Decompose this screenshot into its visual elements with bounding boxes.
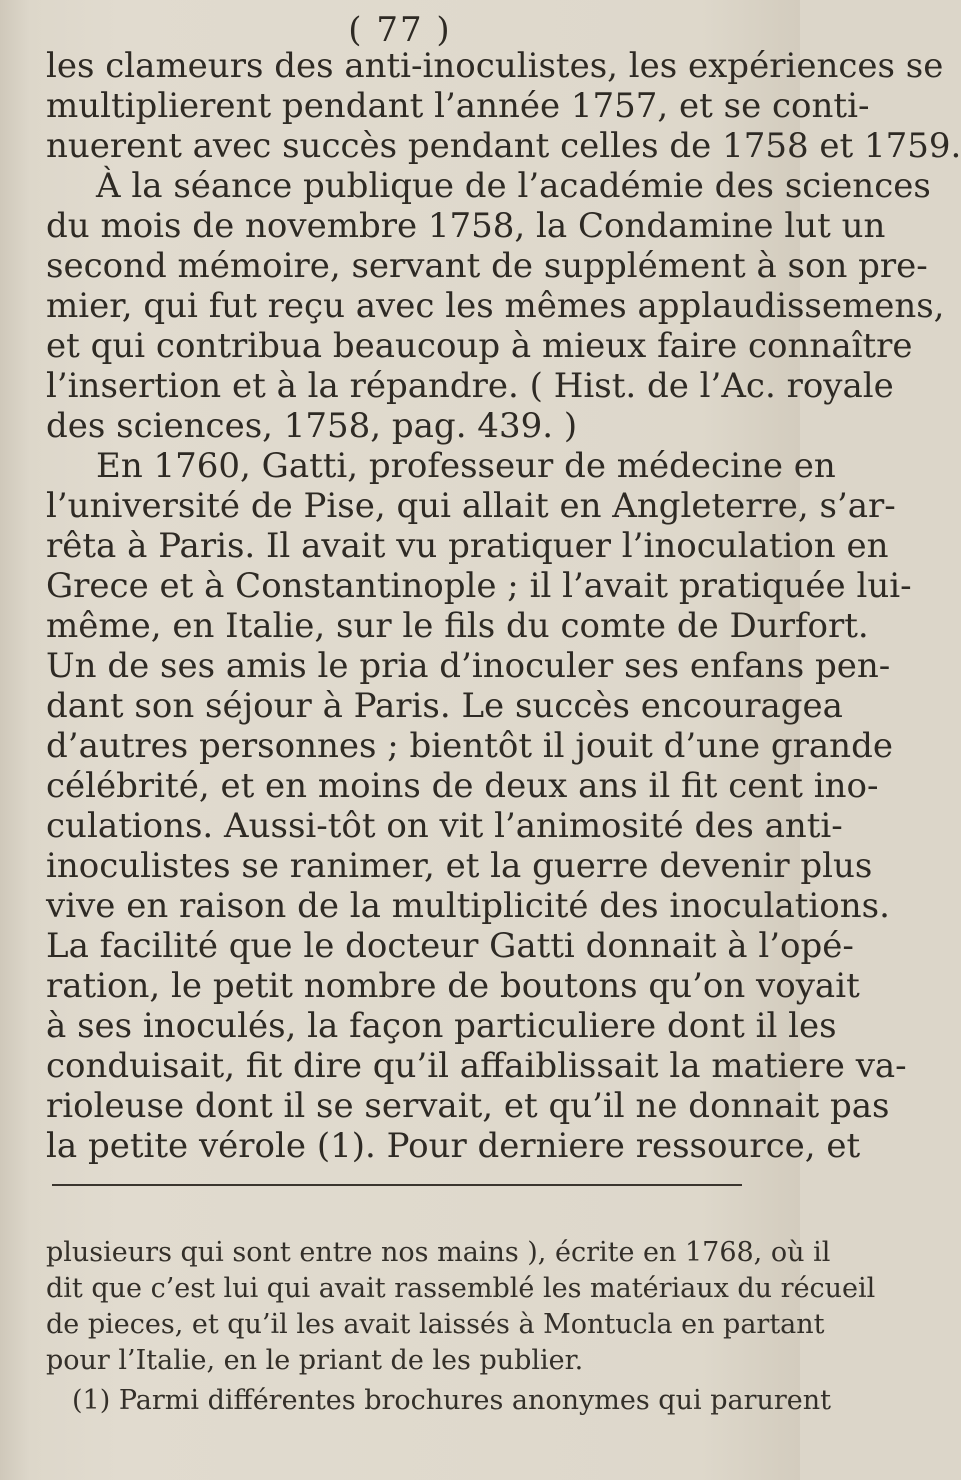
body-line: second mémoire, servant de supplément à son pre- xyxy=(46,246,928,286)
body-line: À la séance publique de l’académie des sciences xyxy=(96,166,931,206)
body-line: ration, le petit nombre de boutons qu’on voyait xyxy=(46,966,860,1006)
body-line: rioleuse dont il se servait, et qu’il ne donnait pas xyxy=(46,1086,890,1126)
body-line: Grece et à Constantinople ; il l’avait pratiquée lui- xyxy=(46,566,912,606)
footnote-line: pour l’Italie, en le priant de les publier. xyxy=(46,1345,584,1376)
body-line: vive en raison de la multiplicité des inoculations. xyxy=(46,886,890,926)
footnote-line: de pieces, et qu’il les avait laissés à Montucla en partant xyxy=(46,1309,825,1340)
body-line: La facilité que le docteur Gatti donnait à l’opé- xyxy=(46,926,854,966)
footnote-line: (1) Parmi différentes brochures anonymes qui parurent xyxy=(72,1385,831,1416)
body-line: la petite vérole (1). Pour derniere ressource, et xyxy=(46,1126,861,1166)
body-line: nuerent avec succès pendant celles de 1758 et 1759. xyxy=(46,126,961,166)
body-line: inoculistes se ranimer, et la guerre devenir plus xyxy=(46,846,873,886)
body-line: célébrité, et en moins de deux ans il fit cent ino- xyxy=(46,766,879,806)
body-line: dant son séjour à Paris. Le succès encouragea xyxy=(46,686,843,726)
footnote-line: dit que c’est lui qui avait rassemblé les matériaux du récueil xyxy=(46,1273,876,1304)
body-line: Un de ses amis le pria d’inoculer ses enfans pen- xyxy=(46,646,891,686)
body-line: du mois de novembre 1758, la Condamine lut un xyxy=(46,206,886,246)
body-line: conduisait, fit dire qu’il affaiblissait la matiere va- xyxy=(46,1046,907,1086)
body-line: rêta à Paris. Il avait vu pratiquer l’inoculation en xyxy=(46,526,889,566)
body-line: d’autres personnes ; bientôt il jouit d’une grande xyxy=(46,726,893,766)
body-line: multiplierent pendant l’année 1757, et se conti- xyxy=(46,86,870,126)
body-line: En 1760, Gatti, professeur de médecine en xyxy=(96,446,836,486)
footnote-line: plusieurs qui sont entre nos mains ), écrite en 1768, où il xyxy=(46,1237,831,1268)
body-line: même, en Italie, sur le fils du comte de Durfort. xyxy=(46,606,869,646)
body-line: et qui contribua beaucoup à mieux faire connaître xyxy=(46,326,913,366)
footnote-separator-rule xyxy=(52,1184,742,1186)
body-line: des sciences, 1758, pag. 439. ) xyxy=(46,406,578,446)
body-line: culations. Aussi-tôt on vit l’animosité des anti- xyxy=(46,806,843,846)
body-line: les clameurs des anti-inoculistes, les expériences se xyxy=(46,46,944,86)
body-line: à ses inoculés, la façon particuliere dont il les xyxy=(46,1006,837,1046)
body-line: mier, qui fut reçu avec les mêmes applaudissemens, xyxy=(46,286,945,326)
page-number: ( 77 ) xyxy=(348,10,452,50)
body-line: l’insertion et à la répandre. ( Hist. de l’Ac. royale xyxy=(46,366,894,406)
body-line: l’université de Pise, qui allait en Angleterre, s’ar- xyxy=(46,486,896,526)
